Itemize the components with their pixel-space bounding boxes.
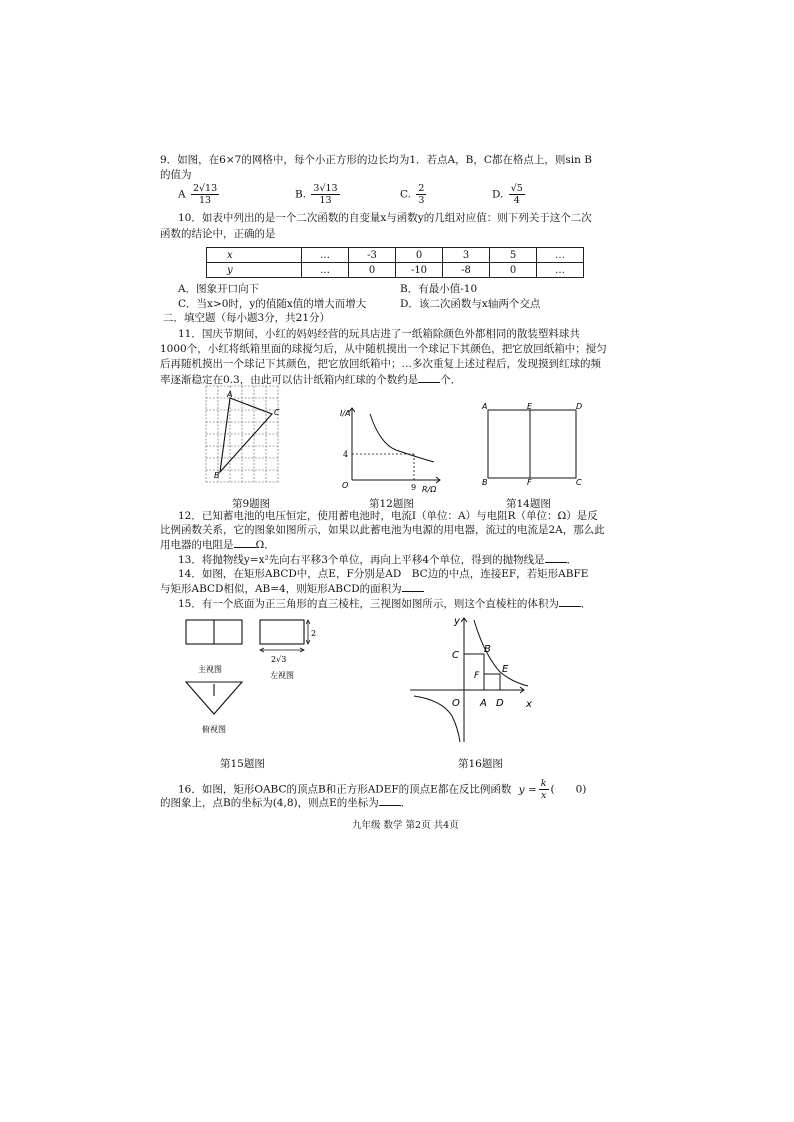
q15-text: 15．有一个底面为正三角形的直三棱柱，三视图如图所示，则这个直棱柱的体积为 [178,598,559,610]
q15-text-end: ． [580,598,592,610]
table-cell: … [302,248,349,263]
formula-rest: ( 0) [550,783,587,796]
q11-stem-line2: 1000个，小红将纸箱里面的球搅匀后，从中随机摸出一个球记下其颜色，把它放回纸箱中；搅匀 [160,343,607,355]
q12-stem-line1: 12．已知蓄电池的电压恒定，使用蓄电池时，电流I（单位：A）与电阻R（单位：Ω）是反 [178,510,598,522]
figure-14-caption: 第14题图 [506,498,551,510]
figure-12-caption: 第12题图 [369,498,414,510]
q10-option-c[interactable]: C．当x>0时，y的值随x值的增大而增大 [178,298,367,310]
label-b: B [482,478,488,487]
option-letter: A [178,188,186,201]
origin-label: O [452,698,460,709]
q12-text-end: Ω． [255,539,275,551]
q9-stem-line2: 的值为 [160,169,192,181]
denominator: 4 [513,195,520,206]
q14-text: 与矩形ABCD相似，AB=4，则矩形ABCD的面积为 [160,583,402,595]
label-e: E [527,402,533,411]
numerator: 3√13 [313,183,338,194]
figure-15-caption: 第15题图 [220,758,265,770]
answer-blank[interactable] [545,552,567,563]
top-view-label: 俯视图 [202,725,226,734]
q14-stem-line1: 14．如图，在矩形ABCD中，点E，F分别是AD BC边的中点，连接EF，若矩形ABFE [178,568,589,580]
denominator: 13 [198,195,212,206]
numerator: 2 [418,183,425,194]
q10-option-b[interactable]: B．有最小值-10 [400,283,478,295]
option-letter: B. [295,188,307,201]
figure-12-graph [336,404,446,496]
label-f: F [527,478,532,487]
table-row-x [207,248,584,263]
q10-value-table [206,247,584,278]
label-c: C [452,650,459,661]
q15-stem [178,596,638,612]
figure-9-grid [206,386,296,494]
q13-stem [178,552,638,568]
q12-stem-line3 [160,537,620,553]
left-view-label: 左视图 [270,671,294,680]
q9-option-a-fraction [191,183,219,206]
label-c: C [576,478,582,487]
denominator: x [540,790,547,801]
y-axis-label: I/A [340,409,351,418]
denominator: 13 [319,195,332,206]
table-cell: 0 [490,263,537,278]
answer-blank[interactable] [402,581,424,592]
table-cell: y [207,263,302,278]
q9-option-d-fraction [509,183,525,206]
q10-option-a[interactable]: A．图象开口向下 [178,283,260,295]
y-axis-label: y [454,616,460,627]
table-cell: -8 [443,263,490,278]
q9-stem-line1: 9．如图，在6×7的网格中，每个小正方形的边长均为1．若点A，B，C都在格点上，则sin B [160,154,592,166]
label-b: B [214,471,220,480]
section-title: 二．填空题（每小题3分，共21分） [163,312,331,324]
table-cell: 3 [443,248,490,263]
option-letter: D. [492,188,504,201]
q13-text: 13．将抛物线y=x²先向右平移3个单位，再向上平移4个单位，得到的抛物线是 [178,554,545,566]
label-d: D [496,698,504,709]
q12-text: 用电器的电阻是 [160,539,234,551]
figure-14-rectangle [480,402,590,486]
q10-stem-line1: 10．如表中列出的是一个二次函数的自变量x与函数y的几组对应值：则下列关于这个二次 [178,212,592,224]
option-letter: C. [400,188,411,201]
q9-option-b[interactable] [295,183,342,206]
answer-blank[interactable] [559,596,581,607]
figure-16-caption: 第16题图 [458,758,503,770]
table-cell: … [537,263,584,278]
label-a: A [482,402,488,411]
q9-option-c-fraction [416,183,426,206]
numerator: √5 [510,183,523,194]
q9-option-b-fraction [311,183,339,206]
answer-blank[interactable] [234,537,256,548]
label-f: F [474,671,480,681]
label-e: E [502,664,509,675]
numerator: k [540,778,547,789]
q11-text-end: 个． [440,374,462,386]
answer-blank[interactable] [418,372,440,383]
x-axis-label: x [526,699,532,710]
table-cell: … [537,248,584,263]
dimension-height: 2 [311,629,317,638]
table-row-y [207,263,584,278]
q16-text: 16．如图，矩形OABC的顶点B和正方形ADEF的顶点E都在反比例函数 [178,783,512,796]
q12-stem-line2: 比例函数关系，它的图象如图所示，如果以此蓄电池为电源的用电器，流过的电流是2A，那么此 [160,524,605,536]
front-view-label: 主视图 [198,665,222,674]
label-d: D [576,402,583,411]
dimension-width: 2√3 [271,655,287,664]
label-b: B [484,644,491,655]
table-cell: 0 [396,248,443,263]
q9-option-a[interactable] [178,183,221,206]
x-axis-label: R/Ω [422,485,437,494]
q10-option-d[interactable]: D．该二次函数与x轴两个交点 [400,298,541,310]
q10-stem-line2: 函数的结论中，正确的是 [160,228,276,240]
q9-option-d[interactable] [492,183,527,206]
label-a: A [227,390,233,399]
denominator: 3 [418,195,425,206]
formula-lhs: y = [518,783,537,796]
q9-option-c[interactable] [400,183,428,206]
table-cell: -3 [349,248,396,263]
table-cell: … [302,263,349,278]
origin-label: O [342,481,349,490]
q11-text: 率逐渐稳定在0.3，由此可以估计纸箱内红球的个数约是 [160,374,419,386]
table-cell: 5 [490,248,537,263]
page-footer: 九年级 数学 第2页 共4页 [352,820,459,831]
figure-15-three-views [184,616,334,736]
figure-16-graph [404,614,544,746]
q16-text-end: ． [400,797,412,809]
table-cell: 0 [349,263,396,278]
q11-stem-line1: 11．国庆节期间，小红的妈妈经营的玩具店进了一纸箱除颜色外都相同的散装塑料球共 [178,328,580,340]
numerator: 2√13 [192,183,218,194]
q16-text: 的图象上，点B的坐标为(4,8)，则点E的坐标为 [160,797,379,809]
answer-blank[interactable] [379,795,401,806]
y-value-label: 4 [343,450,349,459]
q13-text-end: ． [566,554,578,566]
label-a: A [480,698,487,709]
label-c: C [274,408,280,417]
q11-stem-line3: 后再随机摸出一个球记下其颜色，把它放回纸箱中；…多次重复上述过程后，发现摸到红球的频 [160,358,601,370]
q16-stem-line2 [160,795,620,811]
table-cell: -10 [396,263,443,278]
x-value-label: 9 [411,483,417,492]
table-cell: x [207,248,302,263]
q14-stem-line2 [160,581,620,597]
figure-9-caption: 第9题图 [232,498,271,510]
